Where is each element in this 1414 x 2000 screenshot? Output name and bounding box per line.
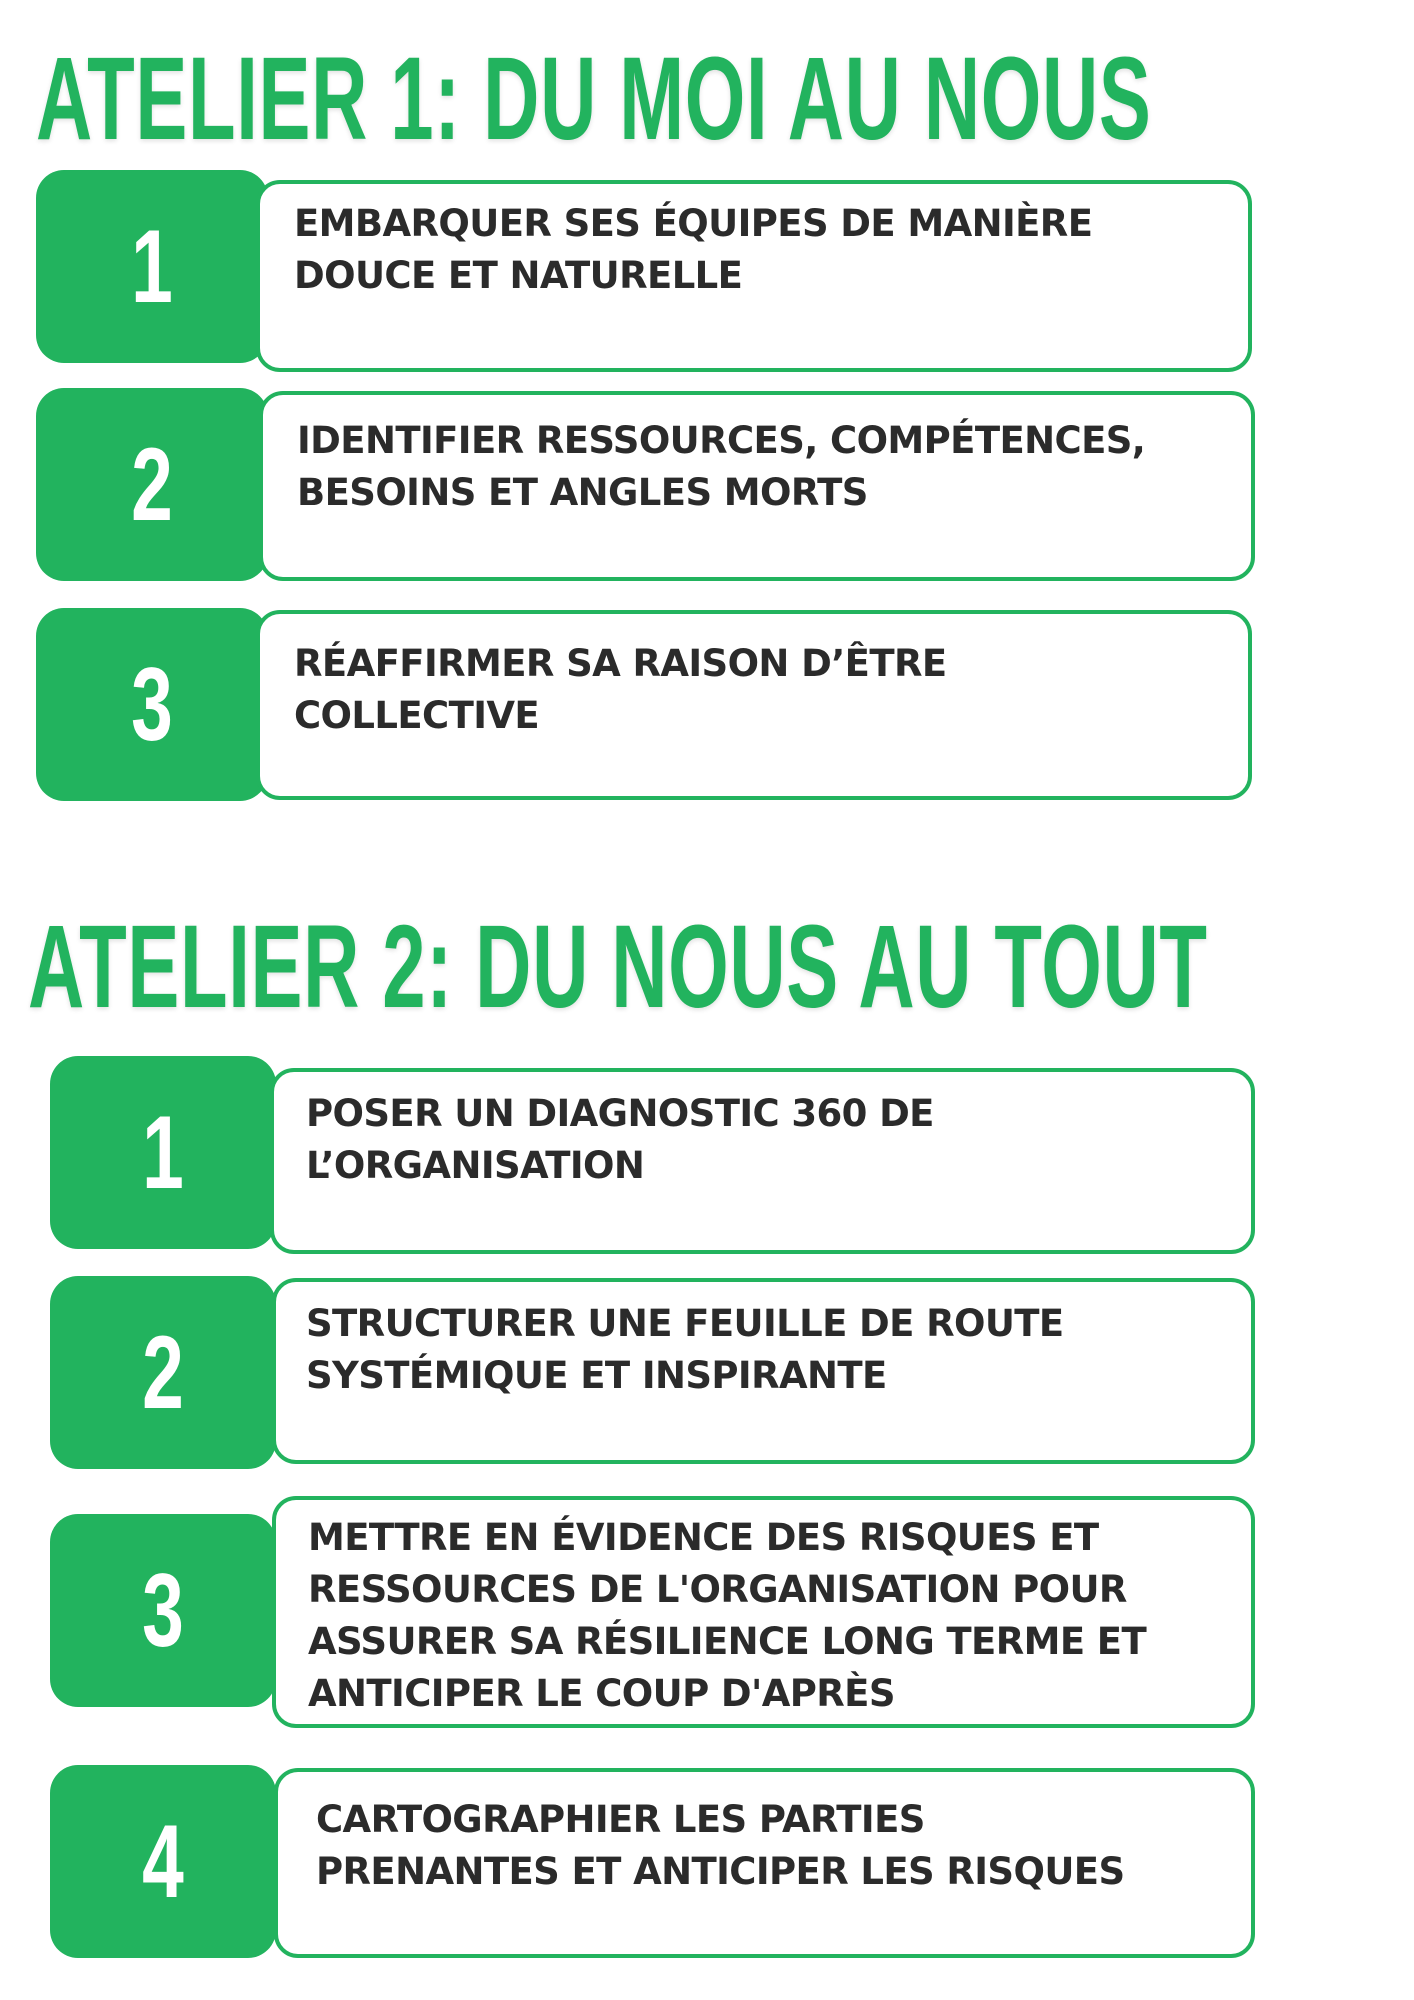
step-text: EMBARQUER SES ÉQUIPES DE MANIÈRE DOUCE ET NATURELLE	[294, 202, 1093, 297]
step-text: METTRE EN ÉVIDENCE DES RISQUES ET RESSOURCES DE L'ORGANISATION POUR ASSURER SA RÉSILIENCE LONG TERME ET ANTICIPER LE COUP D'APRÈS	[308, 1516, 1147, 1715]
step-text: CARTOGRAPHIER LES PARTIES PRENANTES ET ANTICIPER LES RISQUES	[316, 1798, 1125, 1893]
step-number-badge	[36, 608, 268, 801]
step-number: 3	[131, 646, 173, 763]
step-number-badge	[50, 1765, 276, 1958]
atelier-1-title: ATELIER 1: DU MOI AU NOUS	[36, 33, 1152, 165]
step-card	[274, 1768, 1255, 1958]
step-card	[256, 610, 1252, 800]
step-number-badge	[50, 1276, 276, 1469]
step-card	[272, 1496, 1255, 1728]
step-number: 2	[131, 426, 173, 543]
step-number-badge	[36, 388, 268, 581]
atelier-2-title: ATELIER 2: DU NOUS AU TOUT	[28, 901, 1208, 1033]
step-number-badge	[50, 1056, 276, 1249]
step-text: POSER UN DIAGNOSTIC 360 DE L’ORGANISATION	[306, 1092, 934, 1187]
step-text: RÉAFFIRMER SA RAISON D’ÊTRE COLLECTIVE	[294, 642, 947, 737]
step-number: 2	[142, 1314, 184, 1431]
step-number: 3	[142, 1552, 184, 1669]
step-card	[272, 1278, 1255, 1464]
step-card	[270, 1068, 1255, 1254]
step-card	[256, 180, 1252, 372]
step-number: 1	[142, 1094, 184, 1211]
step-number: 4	[142, 1803, 184, 1920]
step-card	[259, 391, 1255, 581]
step-text: IDENTIFIER RESSOURCES, COMPÉTENCES, BESOINS ET ANGLES MORTS	[297, 419, 1146, 514]
step-number-badge	[36, 170, 268, 363]
step-text: STRUCTURER UNE FEUILLE DE ROUTE SYSTÉMIQUE ET INSPIRANTE	[306, 1302, 1064, 1397]
step-number-badge	[50, 1514, 276, 1707]
step-number: 1	[131, 208, 173, 325]
